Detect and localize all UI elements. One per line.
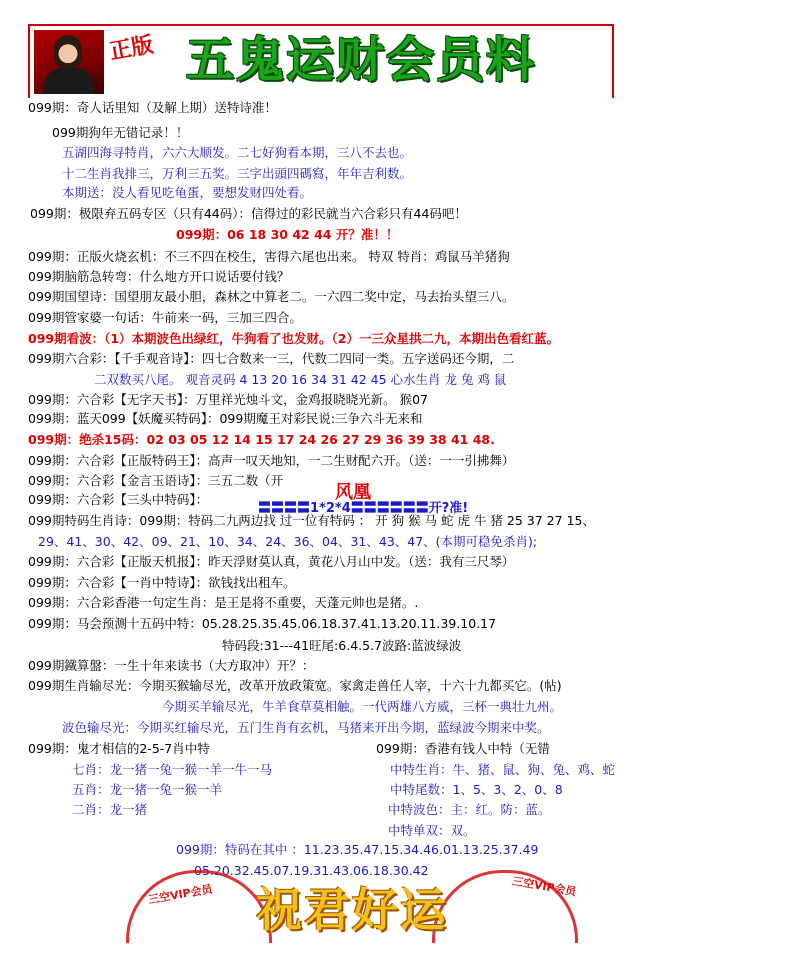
text-line: 十二生肖我排三，万利三五奖。三字出頭四碼寫，年年吉利数。	[62, 166, 413, 181]
text-line: 中特生肖：牛、猪、鼠、狗、兔、鸡、蛇	[390, 762, 616, 777]
authentic-stamp: 正版	[107, 32, 156, 65]
text-line: 二双数买八尾。 观音灵码 4 13 20 16 34 31 42 45 心水生肖 龙 兔 鸡 鼠	[94, 372, 507, 387]
text-line: 中特尾数：1、5、3、2、0、8	[390, 782, 563, 797]
text-line: 099期：六合彩【正版特码王】：高声一叹天地知，一二生财配六开。（送：一一引拂舞）	[28, 453, 515, 468]
text-line: 099期：正版火烧玄机：不三不四在校生，害得六尾也出来。 特双 特肖：鸡鼠马羊猪狗	[28, 249, 510, 264]
text-line: 099期特码生肖诗：099期：特码二九两边找 过一位有特码 ： 开 狗 猴 马 蛇 虎 牛 猪 25 37 27 15、	[28, 513, 595, 528]
text-line: 099期：六合彩【金言玉语诗】：三五二数（开	[28, 473, 284, 488]
text-line: 099期管家婆一句话：牛前来一码，三加三四合。	[28, 310, 302, 325]
page-title: 五鬼运财会员料	[186, 32, 537, 88]
text-line: 中特波色：主：红。防：蓝。	[388, 802, 551, 817]
text-line: 七肖：龙一猪一兔一猴一羊一牛一马	[72, 762, 273, 777]
text-line: 二肖：龙一猪	[72, 802, 148, 817]
text-line: 099期：极限弃五码专区（只有44码）：信得过的彩民就当六合彩只有44码吧！	[30, 206, 467, 221]
text-line: 099期：六合彩【三头中特码】：	[28, 492, 209, 507]
text-line: 099期国望诗：国望朋友最小胆，森林之中算老二。一六四二奖中定，马去抬头望三八。	[28, 289, 515, 304]
text-line: 099期生肖输尽光：今期买猴输尽光，改革开放政策宽。家禽走兽任人宰，十六十九都买它。(帖)	[28, 678, 562, 693]
text-line: 099期：六合彩【无字天书】：万里祥光烛斗文，金鸡报晓晓光新。 猴07	[28, 392, 428, 407]
vip-seal-left-label: 三空VIP会员	[147, 882, 214, 907]
text-line: 099期狗年无错记录！！	[52, 125, 189, 140]
text-line: 099期：六合彩【正版天机报】：昨天浮财莫认真，黄花八月山中发。（送：我有三尺琴）	[28, 554, 515, 569]
text-line: 099期：鬼才相信的2-5-7肖中特	[28, 741, 210, 756]
text-line: 05.20.32.45.07.19.31.43.06.18.30.42	[194, 863, 429, 878]
text-line: 099期：马会预测十五码中特：05.28.25.35.45.06.18.37.41.13.20.11.39.10.17	[28, 616, 497, 631]
text-line: 099期：绝杀15码：02 03 05 12 14 15 17 24 26 27 29 36 39 38 41 48.	[28, 432, 495, 447]
text-line: 099期看波：（1）本期波色出绿红，牛狗看了也发财。（2）一三众星拱二九，本期出色看红蓝。	[28, 331, 559, 346]
vip-seal-left	[126, 870, 272, 943]
text-line: 099期脑筋急转弯：什么地方开口说话要付钱？	[28, 269, 290, 284]
text-line: 099期六合彩：【千手观音诗】：四七合数来一三，代数二四同一类。五字送码还今期，二	[28, 351, 515, 366]
text-line: 本期送：没人看见吃龟蛋，要想发财四处看。	[62, 185, 313, 200]
portrait-photo	[34, 30, 104, 94]
text-line: 099期：六合彩【一肖中特诗】：欲钱找出租车。	[28, 575, 296, 590]
text-line: 099期：奇人话里知（及解上期）送特诗准！	[28, 100, 277, 115]
text-line: 波色输尽光：今期买红输尽光，五门生肖有玄机，马猪来开出今期，蓝绿波今期来中奖。	[62, 720, 550, 735]
text-line: 29、41、30、42、09、21、10、34、24、36、04、31、43、47、(本期可稳免杀肖);	[38, 534, 538, 549]
text-line: 中特单双：双。	[388, 823, 476, 838]
text-line: 099期：蓝天099【妖魔买特码】：099期魔王对彩民说:三争六斗无来和	[28, 411, 423, 426]
overlay-scribble: 风凰	[335, 482, 371, 503]
text-line: 今期买羊输尽光，牛羊食草莫相触。一代两雄八方威，三杯一典壮九州。	[162, 699, 563, 714]
text-line: 099期：06 18 30 42 44 开？准！！	[176, 227, 399, 242]
text-line: 099期鐵算盤：一生十年来读书（大方取冲）开？：	[28, 658, 315, 673]
overlay-bars: 〓〓〓〓1*2*4〓〓〓〓〓〓开?准!	[258, 501, 469, 516]
text-line: 五肖：龙一猪一兔一猴一羊	[72, 782, 223, 797]
text-line: 099期：香港有钱人中特（无错	[376, 741, 550, 756]
blessing-banner: 祝君好运	[256, 883, 448, 937]
vip-seal-right-label: 三空VIP会员	[511, 874, 578, 899]
text-line: 五湖四海寻特肖，六六大顺发。二七好狗看本期，三八不去也。	[62, 145, 413, 160]
text-line: 099期：六合彩香港一句定生肖：是王是将不重要，天蓬元帅也是猪。.	[28, 595, 419, 610]
text-line: 特码段:31---41旺尾:6.4.5.7波路:蓝波绿波	[222, 638, 462, 653]
text-line: 099期：特码在其中 ：11.23.35.47.15.34.46.01.13.25.37.49	[176, 842, 539, 857]
